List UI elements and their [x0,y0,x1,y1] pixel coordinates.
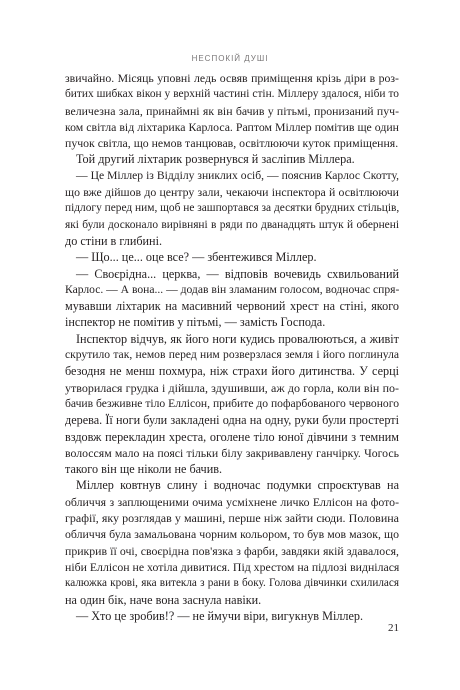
text-line: що вже дійшов до центру зали, чекаючи інспектора й освітлюючи [65,185,399,200]
text-line: калюжка крові, яка витекла з рани в боку. Голова дівчинки схилилася [65,577,399,590]
text-line: на один бік, наче вона заснула навіки. [65,592,262,607]
text-line: Карлос. — А вона... — додав він зламаним голосом, водночас спря- [65,282,400,296]
text-line: пучок світла, що немов танцював, освітлюючи куток приміщення. [65,136,399,151]
text-line: безодня не менш похмура, ніж страхи його дитинства. У серці [65,364,399,379]
text-line: звичайно. Місяць уповні ледь освяв приміщення крізь діри в роз- [65,71,399,85]
text-line: мувавши ліхтарик на масивний червоний хрест на стіні, якого [65,299,399,314]
text-line: прикрив її очі, своєрідна пов'язка з фарби, завдяки якій здавалося, [65,543,399,558]
text-line: ніби Еллісон не хотіла дивитися. Під хрестом на підлозі виднілася [65,559,400,574]
text-line: обличчя була замальована чорним кольором, то був мов мазок, що [65,527,399,542]
body-text [65,70,399,624]
text-line: до стіни в глибині. [65,233,163,248]
running-header: НЕСПОКІЙ ДУШІ [191,54,269,63]
text-line: ком світла від ліхтарика Карлоса. Раптом Міллер помітив ще один [65,119,399,134]
text-line: графії, яку розглядав у машині, перше ніж зайти сюди. Половина [65,511,399,526]
text-line: — Хто це зробив!? — не ймучи віри, вигукнув Міллер. [76,608,364,623]
text-line: битих шибках вікон у верхній частині стін. Міллеру здалося, ніби то [65,88,399,101]
page-number: 21 [388,622,399,634]
text-line: обличчя з заплющеними очима усміхнене личко Еллісон на фото- [65,494,399,509]
text-line: такого він ще ніколи не бачив. [65,462,223,477]
text-line: волоссям мало на поясі тільки білу закривавлену ганчірку. Чогось [65,445,399,460]
text-line: — Своєрідна... церква, — відповів вочевидь схвильований [76,266,399,281]
text-line: інспектор не помітив у пітьмі, — замість Господа. [65,315,326,330]
text-line: бачив безживне тіло Еллісон, прибите до пофарбованого червоного [65,396,399,410]
text-line: Інспектор відчув, як його ноги кудись провалюються, а живіт [76,331,399,346]
text-line: — Що... це... оце все? — збентежився Міллер. [76,250,317,265]
text-line: підлогу перед ним, щоб не зашпортався за десятки брудних стільців, [65,202,400,215]
text-line: величезна зала, принаймні як він бачив у пітьмі, пронизаний пуч- [65,103,399,118]
text-line: скрутило так, немов перед ним розверзлася земля і його поглинула [65,348,399,362]
text-line: утворилася грудка і дійшла, здушивши, аж до горла, коли він по- [65,380,399,395]
text-line: Міллер ковтнув слину і водночас подумки спроєктував на [76,478,399,493]
text-line: — Це Міллер із Відділу зниклих осіб, — пояснив Карлос Скотту, [76,168,399,182]
text-line: дерева. Її ноги були закладені одна на одну, руки були простерті [65,413,399,428]
text-line: вздовж перекладин хреста, оголене тіло юної дівчини з темним [65,429,399,444]
text-line: які були досконало вирівняні в ряди по дванадцять штук й обернені [65,218,399,231]
text-line: Той другий ліхтарик розвернувся й засліпив Міллера. [76,152,355,167]
